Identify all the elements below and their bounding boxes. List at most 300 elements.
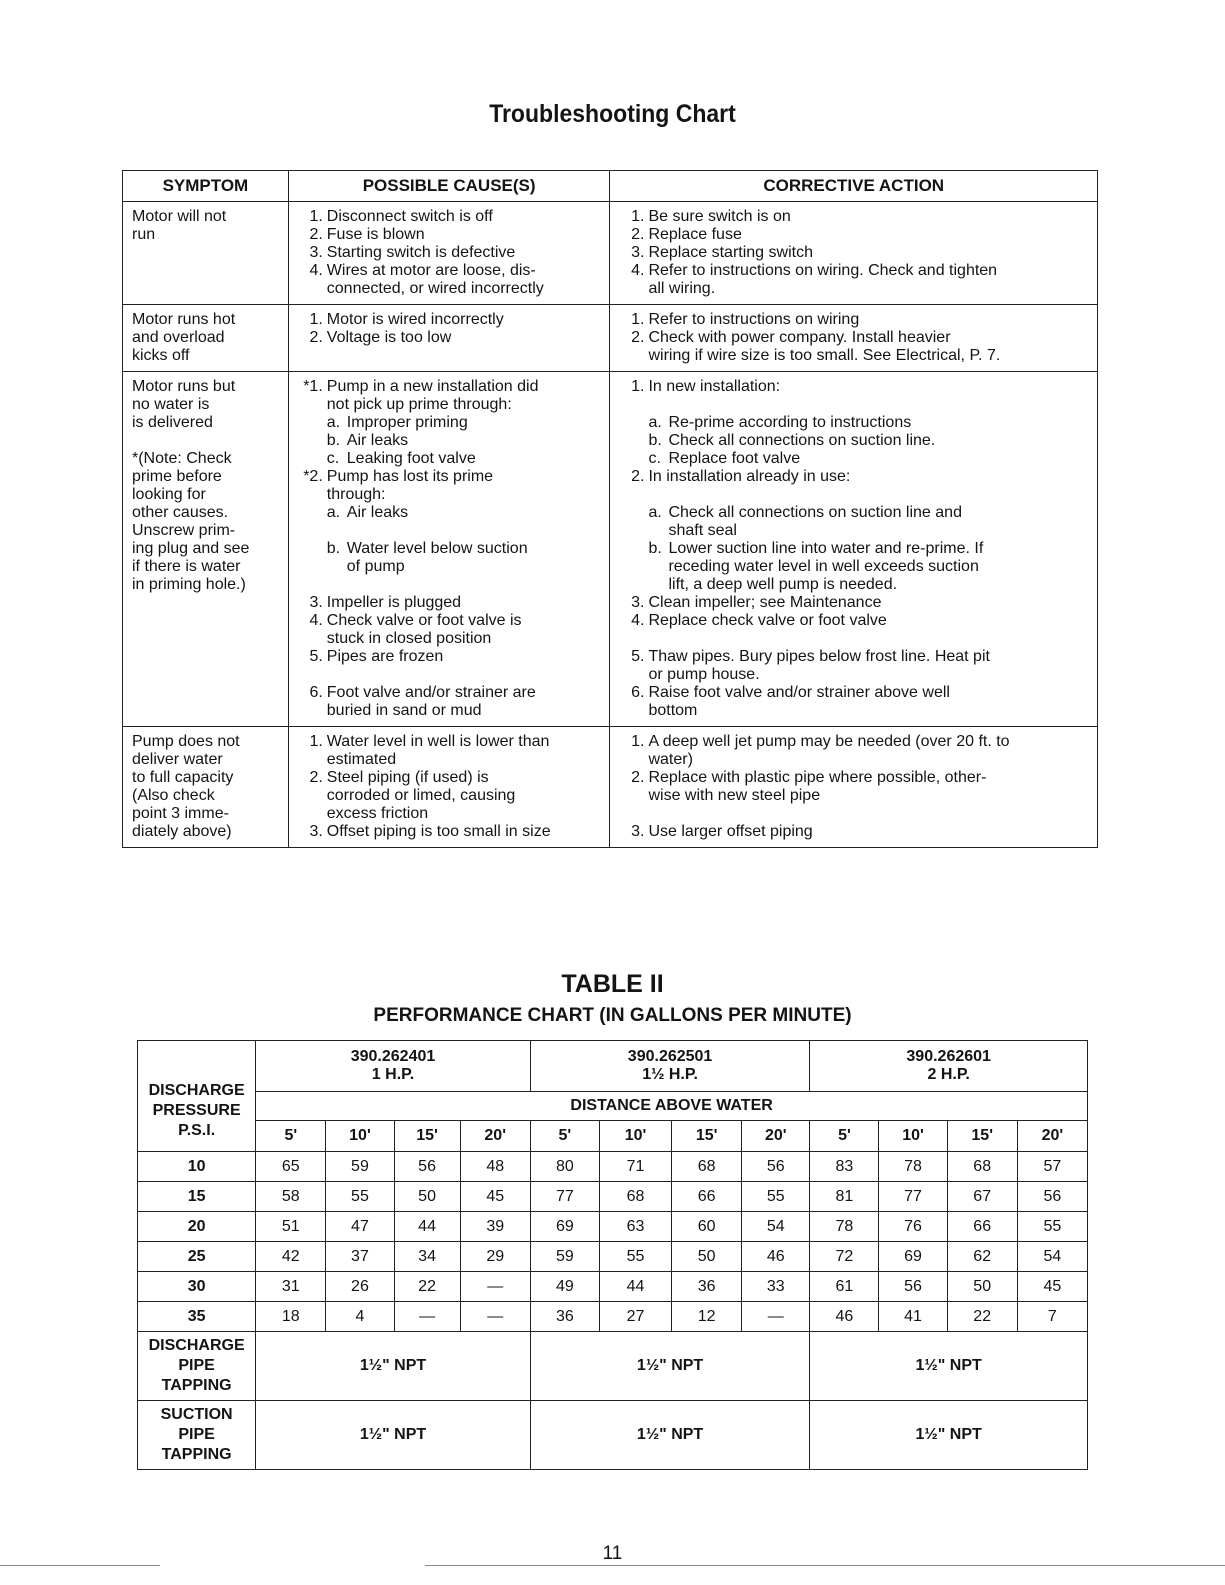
symptom-line: deliver water xyxy=(132,751,223,768)
action-number: 1. xyxy=(631,208,645,225)
action-number: 5. xyxy=(631,648,645,665)
action-line xyxy=(622,378,1097,396)
action-line xyxy=(622,769,1097,787)
performance-body xyxy=(138,1041,1088,1470)
gpm-cell: 29 xyxy=(460,1242,530,1272)
cause-cell xyxy=(288,305,610,372)
model-header xyxy=(256,1041,531,1092)
symptom-line: to full capacity xyxy=(132,769,234,786)
cause-number: 3. xyxy=(309,244,323,261)
gpm-cell: 58 xyxy=(256,1182,326,1212)
action-text: lift, a deep well pump is needed. xyxy=(668,576,898,593)
symptom-line: is delivered xyxy=(132,414,213,431)
action-line xyxy=(622,432,1097,450)
gpm-cell: 12 xyxy=(672,1302,742,1332)
cause-line xyxy=(301,787,610,805)
symptom-line: and overload xyxy=(132,329,225,346)
action-line xyxy=(622,648,1097,666)
action-line xyxy=(622,504,1097,522)
cause-number xyxy=(301,787,327,805)
cause-text: Pump has lost its prime xyxy=(326,468,494,485)
action-number: 1. xyxy=(631,733,645,750)
gpm-cell: 63 xyxy=(599,1212,671,1242)
symptom-header: SYMPTOM xyxy=(123,171,289,202)
gpm-cell: 56 xyxy=(742,1152,810,1182)
cause-cell xyxy=(288,372,610,727)
npt-cell: 1½" NPT xyxy=(530,1401,810,1470)
psi-cell: 35 xyxy=(138,1302,256,1332)
action-text: Replace with plastic pipe where possible, other- xyxy=(648,769,987,786)
row-header-line: DISCHARGE xyxy=(148,1082,245,1099)
cause-text: stuck in closed position xyxy=(326,630,492,647)
cause-text: Steel piping (if used) is xyxy=(326,769,489,786)
action-spacer xyxy=(622,630,1097,648)
action-text: Check all connections on suction line. xyxy=(668,432,936,449)
action-line xyxy=(622,208,1097,226)
symptom-line: other causes. xyxy=(132,504,229,521)
action-number xyxy=(622,558,668,576)
cause-text: Impeller is plugged xyxy=(326,594,462,611)
cause-line xyxy=(301,378,610,396)
cause-text: Fuse is blown xyxy=(326,226,425,243)
action-cell xyxy=(610,372,1098,727)
symptom-line: in priming hole.) xyxy=(132,576,246,593)
feet-row xyxy=(138,1121,1088,1152)
gpm-cell: 66 xyxy=(947,1212,1017,1242)
cause-number: 2. xyxy=(309,769,323,786)
cause-number: *2. xyxy=(303,468,323,485)
distance-cell: 5' xyxy=(810,1121,879,1152)
tapping-label-line: PIPE xyxy=(178,1357,215,1374)
action-line xyxy=(622,311,1097,329)
cause-line xyxy=(301,208,610,226)
action-text: Lower suction line into water and re-prime. If xyxy=(668,540,984,557)
gpm-cell: 77 xyxy=(530,1182,599,1212)
gpm-cell: 56 xyxy=(394,1152,460,1182)
cause-line xyxy=(301,226,610,244)
gpm-cell: 46 xyxy=(810,1302,879,1332)
distance-cell: 20' xyxy=(1017,1121,1087,1152)
cause-number: 2. xyxy=(309,329,323,346)
action-number: a. xyxy=(648,504,662,521)
tapping-label-line: TAPPING xyxy=(161,1377,232,1394)
gpm-cell: 48 xyxy=(460,1152,530,1182)
cause-cell xyxy=(288,202,610,305)
gpm-cell: 51 xyxy=(256,1212,326,1242)
troubleshooting-body xyxy=(123,202,1098,848)
cause-line xyxy=(301,432,610,450)
suction-tapping-label xyxy=(138,1401,256,1470)
gpm-cell: — xyxy=(460,1302,530,1332)
action-text: water) xyxy=(648,751,693,768)
psi-cell: 20 xyxy=(138,1212,256,1242)
cause-number xyxy=(301,280,327,298)
gpm-cell: 65 xyxy=(256,1152,326,1182)
action-text: bottom xyxy=(648,702,698,719)
cause-spacer xyxy=(301,666,610,684)
cause-line xyxy=(301,823,610,841)
table2-subtitle: PERFORMANCE CHART (IN GALLONS PER MINUTE) xyxy=(373,1005,852,1026)
gpm-cell: 44 xyxy=(394,1212,460,1242)
cause-line xyxy=(301,648,610,666)
gpm-cell: 78 xyxy=(810,1212,879,1242)
cause-text: Improper priming xyxy=(346,414,468,431)
cause-number: 3. xyxy=(309,823,323,840)
gpm-cell: 50 xyxy=(947,1272,1017,1302)
action-text: Refer to instructions on wiring. Check and tighten xyxy=(648,262,998,279)
cause-number xyxy=(301,486,327,504)
cause-cell xyxy=(288,727,610,848)
symptom-line: Pump does not xyxy=(132,733,240,750)
cause-text: corroded or limed, causing xyxy=(326,787,516,804)
action-text: Re-prime according to instructions xyxy=(668,414,912,431)
action-line xyxy=(622,594,1097,612)
gpm-cell: 31 xyxy=(256,1272,326,1302)
distance-cell: 15' xyxy=(672,1121,742,1152)
cause-text: not pick up prime through: xyxy=(326,396,512,413)
gpm-cell: 45 xyxy=(1017,1272,1087,1302)
gpm-cell: 18 xyxy=(256,1302,326,1332)
symptom-line: point 3 imme- xyxy=(132,805,229,822)
action-text: In installation already in use: xyxy=(648,468,851,485)
gpm-cell: 68 xyxy=(947,1152,1017,1182)
gpm-cell: 50 xyxy=(672,1242,742,1272)
action-cell xyxy=(610,727,1098,848)
cause-number: 1. xyxy=(309,733,323,750)
action-spacer xyxy=(622,396,1097,414)
action-number: a. xyxy=(648,414,662,431)
action-line xyxy=(622,576,1097,594)
model-hp: 2 H.P. xyxy=(927,1066,970,1083)
troubleshooting-row xyxy=(123,372,1098,727)
gpm-cell: 66 xyxy=(672,1182,742,1212)
row-header xyxy=(138,1041,256,1152)
gpm-cell: 59 xyxy=(326,1152,394,1182)
distance-cell: 5' xyxy=(256,1121,326,1152)
discharge-tapping-label xyxy=(138,1332,256,1401)
cause-number: *1. xyxy=(303,378,323,395)
action-number: 4. xyxy=(631,262,645,279)
tapping-label-line: SUCTION xyxy=(160,1406,233,1423)
action-text: Replace starting switch xyxy=(648,244,813,261)
gpm-cell: 36 xyxy=(530,1302,599,1332)
cause-line xyxy=(301,311,610,329)
cause-number xyxy=(301,751,327,769)
action-line xyxy=(622,558,1097,576)
action-number xyxy=(622,522,668,540)
gpm-cell: 37 xyxy=(326,1242,394,1272)
model-row xyxy=(138,1041,1088,1092)
action-line xyxy=(622,262,1097,280)
cause-text: Check valve or foot valve is xyxy=(326,612,522,629)
action-text: receding water level in well exceeds suction xyxy=(668,558,979,575)
cause-line xyxy=(301,280,610,298)
cause-number xyxy=(301,702,327,720)
cause-line xyxy=(301,769,610,787)
gpm-cell: 57 xyxy=(1017,1152,1087,1182)
cause-number: b. xyxy=(326,540,341,557)
gpm-cell: — xyxy=(394,1302,460,1332)
action-text: Replace check valve or foot valve xyxy=(648,612,887,629)
action-number xyxy=(622,347,648,365)
symptom-line: Unscrew prim- xyxy=(132,522,236,539)
gpm-cell: 71 xyxy=(599,1152,671,1182)
cause-number: b. xyxy=(326,432,341,449)
action-number: b. xyxy=(648,540,662,557)
data-row xyxy=(138,1242,1088,1272)
cause-text: Motor is wired incorrectly xyxy=(326,311,504,328)
table2-title: TABLE II xyxy=(561,970,664,998)
cause-line xyxy=(301,540,610,558)
action-text: Replace foot valve xyxy=(668,450,801,467)
action-number: 2. xyxy=(631,226,645,243)
action-line xyxy=(622,226,1097,244)
gpm-cell: 4 xyxy=(326,1302,394,1332)
action-text: or pump house. xyxy=(648,666,760,683)
cause-text: excess friction xyxy=(326,805,429,822)
gpm-cell: 80 xyxy=(530,1152,599,1182)
troubleshooting-table xyxy=(122,170,1098,848)
action-number: 2. xyxy=(631,468,645,485)
model-number: 390.262401 xyxy=(350,1048,436,1065)
symptom-line: kicks off xyxy=(132,347,190,364)
psi-cell: 30 xyxy=(138,1272,256,1302)
cause-spacer xyxy=(301,522,610,540)
action-text: Check all connections on suction line and xyxy=(668,504,962,521)
action-line xyxy=(622,450,1097,468)
troubleshooting-header-row xyxy=(123,171,1098,202)
gpm-cell: 68 xyxy=(599,1182,671,1212)
troubleshooting-row xyxy=(123,727,1098,848)
distance-cell: 20' xyxy=(460,1121,530,1152)
action-text: all wiring. xyxy=(648,280,716,297)
action-line xyxy=(622,612,1097,630)
action-line xyxy=(622,329,1097,347)
cause-text: connected, or wired incorrectly xyxy=(326,280,544,297)
npt-cell: 1½" NPT xyxy=(810,1401,1088,1470)
gpm-cell: 33 xyxy=(742,1272,810,1302)
gpm-cell: 42 xyxy=(256,1242,326,1272)
gpm-cell: 45 xyxy=(460,1182,530,1212)
gpm-cell: 72 xyxy=(810,1242,879,1272)
cause-number: a. xyxy=(326,504,341,521)
gpm-cell: 83 xyxy=(810,1152,879,1182)
cause-line xyxy=(301,751,610,769)
gpm-cell: 47 xyxy=(326,1212,394,1242)
symptom-line: Motor will not xyxy=(132,208,227,225)
cause-text: Pipes are frozen xyxy=(326,648,444,665)
action-line xyxy=(622,733,1097,751)
action-line xyxy=(622,280,1097,298)
action-number: 3. xyxy=(631,823,645,840)
cause-number xyxy=(301,805,327,823)
gpm-cell: 34 xyxy=(394,1242,460,1272)
gpm-cell: 59 xyxy=(530,1242,599,1272)
symptom-line: prime before xyxy=(132,468,222,485)
action-number xyxy=(622,751,648,769)
gpm-cell: 50 xyxy=(394,1182,460,1212)
cause-text: Leaking foot valve xyxy=(346,450,476,467)
symptom-line: diately above) xyxy=(132,823,232,840)
gpm-cell: 76 xyxy=(879,1212,947,1242)
cause-line xyxy=(301,329,610,347)
gpm-cell: 49 xyxy=(530,1272,599,1302)
action-header: CORRECTIVE ACTION xyxy=(610,171,1098,202)
gpm-cell: 27 xyxy=(599,1302,671,1332)
cause-text: Wires at motor are loose, dis- xyxy=(326,262,536,279)
cause-number: 1. xyxy=(309,311,323,328)
cause-number: 5. xyxy=(309,648,323,665)
cause-number: c. xyxy=(326,450,340,467)
gpm-cell: 77 xyxy=(879,1182,947,1212)
troubleshooting-row xyxy=(123,202,1098,305)
gpm-cell: 56 xyxy=(1017,1182,1087,1212)
action-cell xyxy=(610,305,1098,372)
gpm-cell: 81 xyxy=(810,1182,879,1212)
action-number xyxy=(622,280,648,298)
cause-number xyxy=(301,396,327,414)
model-hp: 1½ H.P. xyxy=(642,1066,698,1083)
model-header xyxy=(530,1041,810,1092)
cause-number: 1. xyxy=(309,208,323,225)
distance-cell: 15' xyxy=(947,1121,1017,1152)
data-row xyxy=(138,1152,1088,1182)
npt-cell: 1½" NPT xyxy=(530,1332,810,1401)
action-number: c. xyxy=(648,450,661,467)
symptom-cell xyxy=(123,202,289,305)
cause-text: Air leaks xyxy=(346,504,409,521)
gpm-cell: 69 xyxy=(879,1242,947,1272)
action-text: wise with new steel pipe xyxy=(648,787,821,804)
symptom-line xyxy=(132,432,288,450)
gpm-cell: 39 xyxy=(460,1212,530,1242)
action-line xyxy=(622,468,1097,486)
gpm-cell: 22 xyxy=(947,1302,1017,1332)
npt-cell: 1½" NPT xyxy=(256,1401,531,1470)
gpm-cell: 67 xyxy=(947,1182,1017,1212)
symptom-cell xyxy=(123,305,289,372)
troubleshooting-title: Troubleshooting Chart xyxy=(489,100,736,128)
gpm-cell: 55 xyxy=(742,1182,810,1212)
symptom-line: (Also check xyxy=(132,787,215,804)
distance-cell: 10' xyxy=(326,1121,394,1152)
action-number: 1. xyxy=(631,378,645,395)
action-line xyxy=(622,522,1097,540)
action-line xyxy=(622,666,1097,684)
model-hp: 1 H.P. xyxy=(371,1066,415,1083)
symptom-line: ing plug and see xyxy=(132,540,250,557)
cause-number xyxy=(301,558,347,576)
action-text: shaft seal xyxy=(668,522,737,539)
action-line xyxy=(622,702,1097,720)
gpm-cell: 55 xyxy=(599,1242,671,1272)
action-number: 3. xyxy=(631,594,645,611)
footer-rule-right xyxy=(425,1565,1225,1566)
gpm-cell: 54 xyxy=(1017,1242,1087,1272)
cause-number: 4. xyxy=(309,262,323,279)
distance-cell: 15' xyxy=(394,1121,460,1152)
distance-cell: 10' xyxy=(879,1121,947,1152)
gpm-cell: 46 xyxy=(742,1242,810,1272)
gpm-cell: 54 xyxy=(742,1212,810,1242)
psi-cell: 25 xyxy=(138,1242,256,1272)
gpm-cell: 7 xyxy=(1017,1302,1087,1332)
footer-rule-left xyxy=(0,1565,160,1566)
cause-line xyxy=(301,486,610,504)
gpm-cell: 68 xyxy=(672,1152,742,1182)
action-text: Refer to instructions on wiring xyxy=(648,311,860,328)
symptom-line: run xyxy=(132,226,156,243)
cause-line xyxy=(301,684,610,702)
symptom-cell xyxy=(123,372,289,727)
symptom-line: Motor runs but xyxy=(132,378,236,395)
action-text: wiring if wire size is too small. See Electrical, P. 7. xyxy=(648,347,1001,364)
action-line xyxy=(622,751,1097,769)
action-spacer xyxy=(622,486,1097,504)
distance-row xyxy=(138,1092,1088,1121)
performance-table xyxy=(137,1040,1088,1470)
action-text: Check with power company. Install heavier xyxy=(648,329,951,346)
cause-text: Foot valve and/or strainer are xyxy=(326,684,536,701)
cause-line xyxy=(301,612,610,630)
action-number: 2. xyxy=(631,329,645,346)
action-line xyxy=(622,540,1097,558)
action-line xyxy=(622,787,1097,805)
distance-cell: 20' xyxy=(742,1121,810,1152)
cause-number xyxy=(301,630,327,648)
action-number: 3. xyxy=(631,244,645,261)
gpm-cell: 41 xyxy=(879,1302,947,1332)
action-text: In new installation: xyxy=(648,378,781,395)
cause-line xyxy=(301,244,610,262)
gpm-cell: 26 xyxy=(326,1272,394,1302)
cause-line xyxy=(301,468,610,486)
gpm-cell: 69 xyxy=(530,1212,599,1242)
cause-text: of pump xyxy=(346,558,405,575)
gpm-cell: 60 xyxy=(672,1212,742,1242)
symptom-line: no water is xyxy=(132,396,210,413)
symptom-cell xyxy=(123,727,289,848)
gpm-cell: 44 xyxy=(599,1272,671,1302)
gpm-cell: 61 xyxy=(810,1272,879,1302)
cause-line xyxy=(301,630,610,648)
cause-line xyxy=(301,805,610,823)
distance-cell: 10' xyxy=(599,1121,671,1152)
gpm-cell: 22 xyxy=(394,1272,460,1302)
data-row xyxy=(138,1272,1088,1302)
data-row xyxy=(138,1302,1088,1332)
action-number xyxy=(622,576,668,594)
cause-line xyxy=(301,504,610,522)
action-number: 6. xyxy=(631,684,645,701)
cause-line xyxy=(301,450,610,468)
symptom-line: Motor runs hot xyxy=(132,311,236,328)
cause-line xyxy=(301,396,610,414)
cause-line xyxy=(301,558,610,576)
psi-cell: 10 xyxy=(138,1152,256,1182)
gpm-cell: 36 xyxy=(672,1272,742,1302)
cause-text: estimated xyxy=(326,751,397,768)
action-number xyxy=(622,787,648,805)
tapping-label-line: DISCHARGE xyxy=(148,1337,245,1354)
row-header-line: P.S.I. xyxy=(178,1122,216,1139)
distance-cell: 5' xyxy=(530,1121,599,1152)
gpm-cell: 78 xyxy=(879,1152,947,1182)
row-header-line: PRESSURE xyxy=(152,1102,241,1119)
data-row xyxy=(138,1182,1088,1212)
cause-text: Pump in a new installation did xyxy=(326,378,539,395)
cause-text: Voltage is too low xyxy=(326,329,452,346)
